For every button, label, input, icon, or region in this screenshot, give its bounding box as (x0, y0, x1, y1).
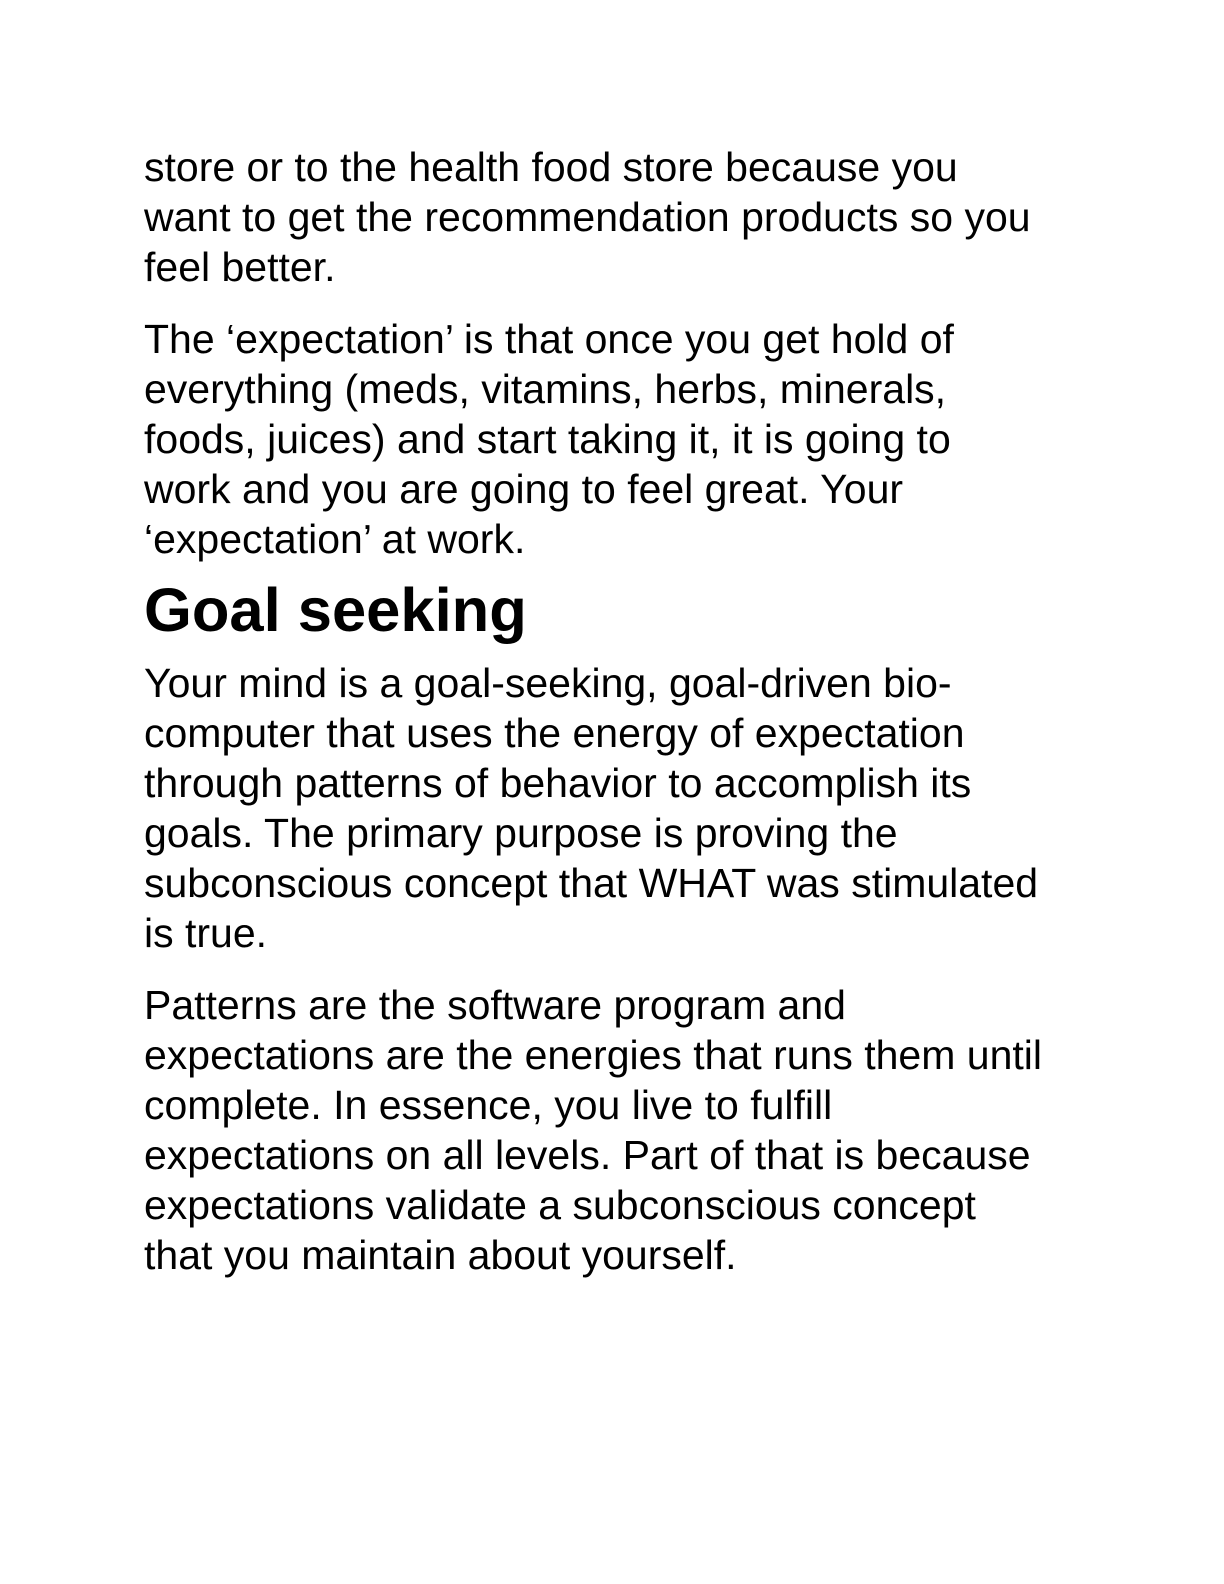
paragraph-store: store or to the health food store because you want to get the recommendation products so you feel better. (144, 144, 1031, 290)
section-heading-goal-seeking: Goal seeking (144, 576, 527, 645)
paragraph-expectation: The ‘expectation’ is that once you get hold of everything (meds, vitamins, herbs, minerals, foods, juices) and start taking it, it is going to work and you are going to feel great. Your ‘expectation’ at work. (144, 316, 954, 562)
paragraph-mind: Your mind is a goal-seeking, goal-driven bio- computer that uses the energy of expectation through patterns of behavior to accomplish its goals. The primary purpose is proving the subconscious concept that WHAT was stimulated is true. (144, 660, 1039, 956)
document-page (144, 142, 1084, 1280)
paragraph-patterns: Patterns are the software program and expectations are the energies that runs them until complete. In essence, you live to fulfill expectations on all levels. Part of that is because expectations validate a subconscious concept that you maintain about yourself. (144, 982, 1042, 1278)
